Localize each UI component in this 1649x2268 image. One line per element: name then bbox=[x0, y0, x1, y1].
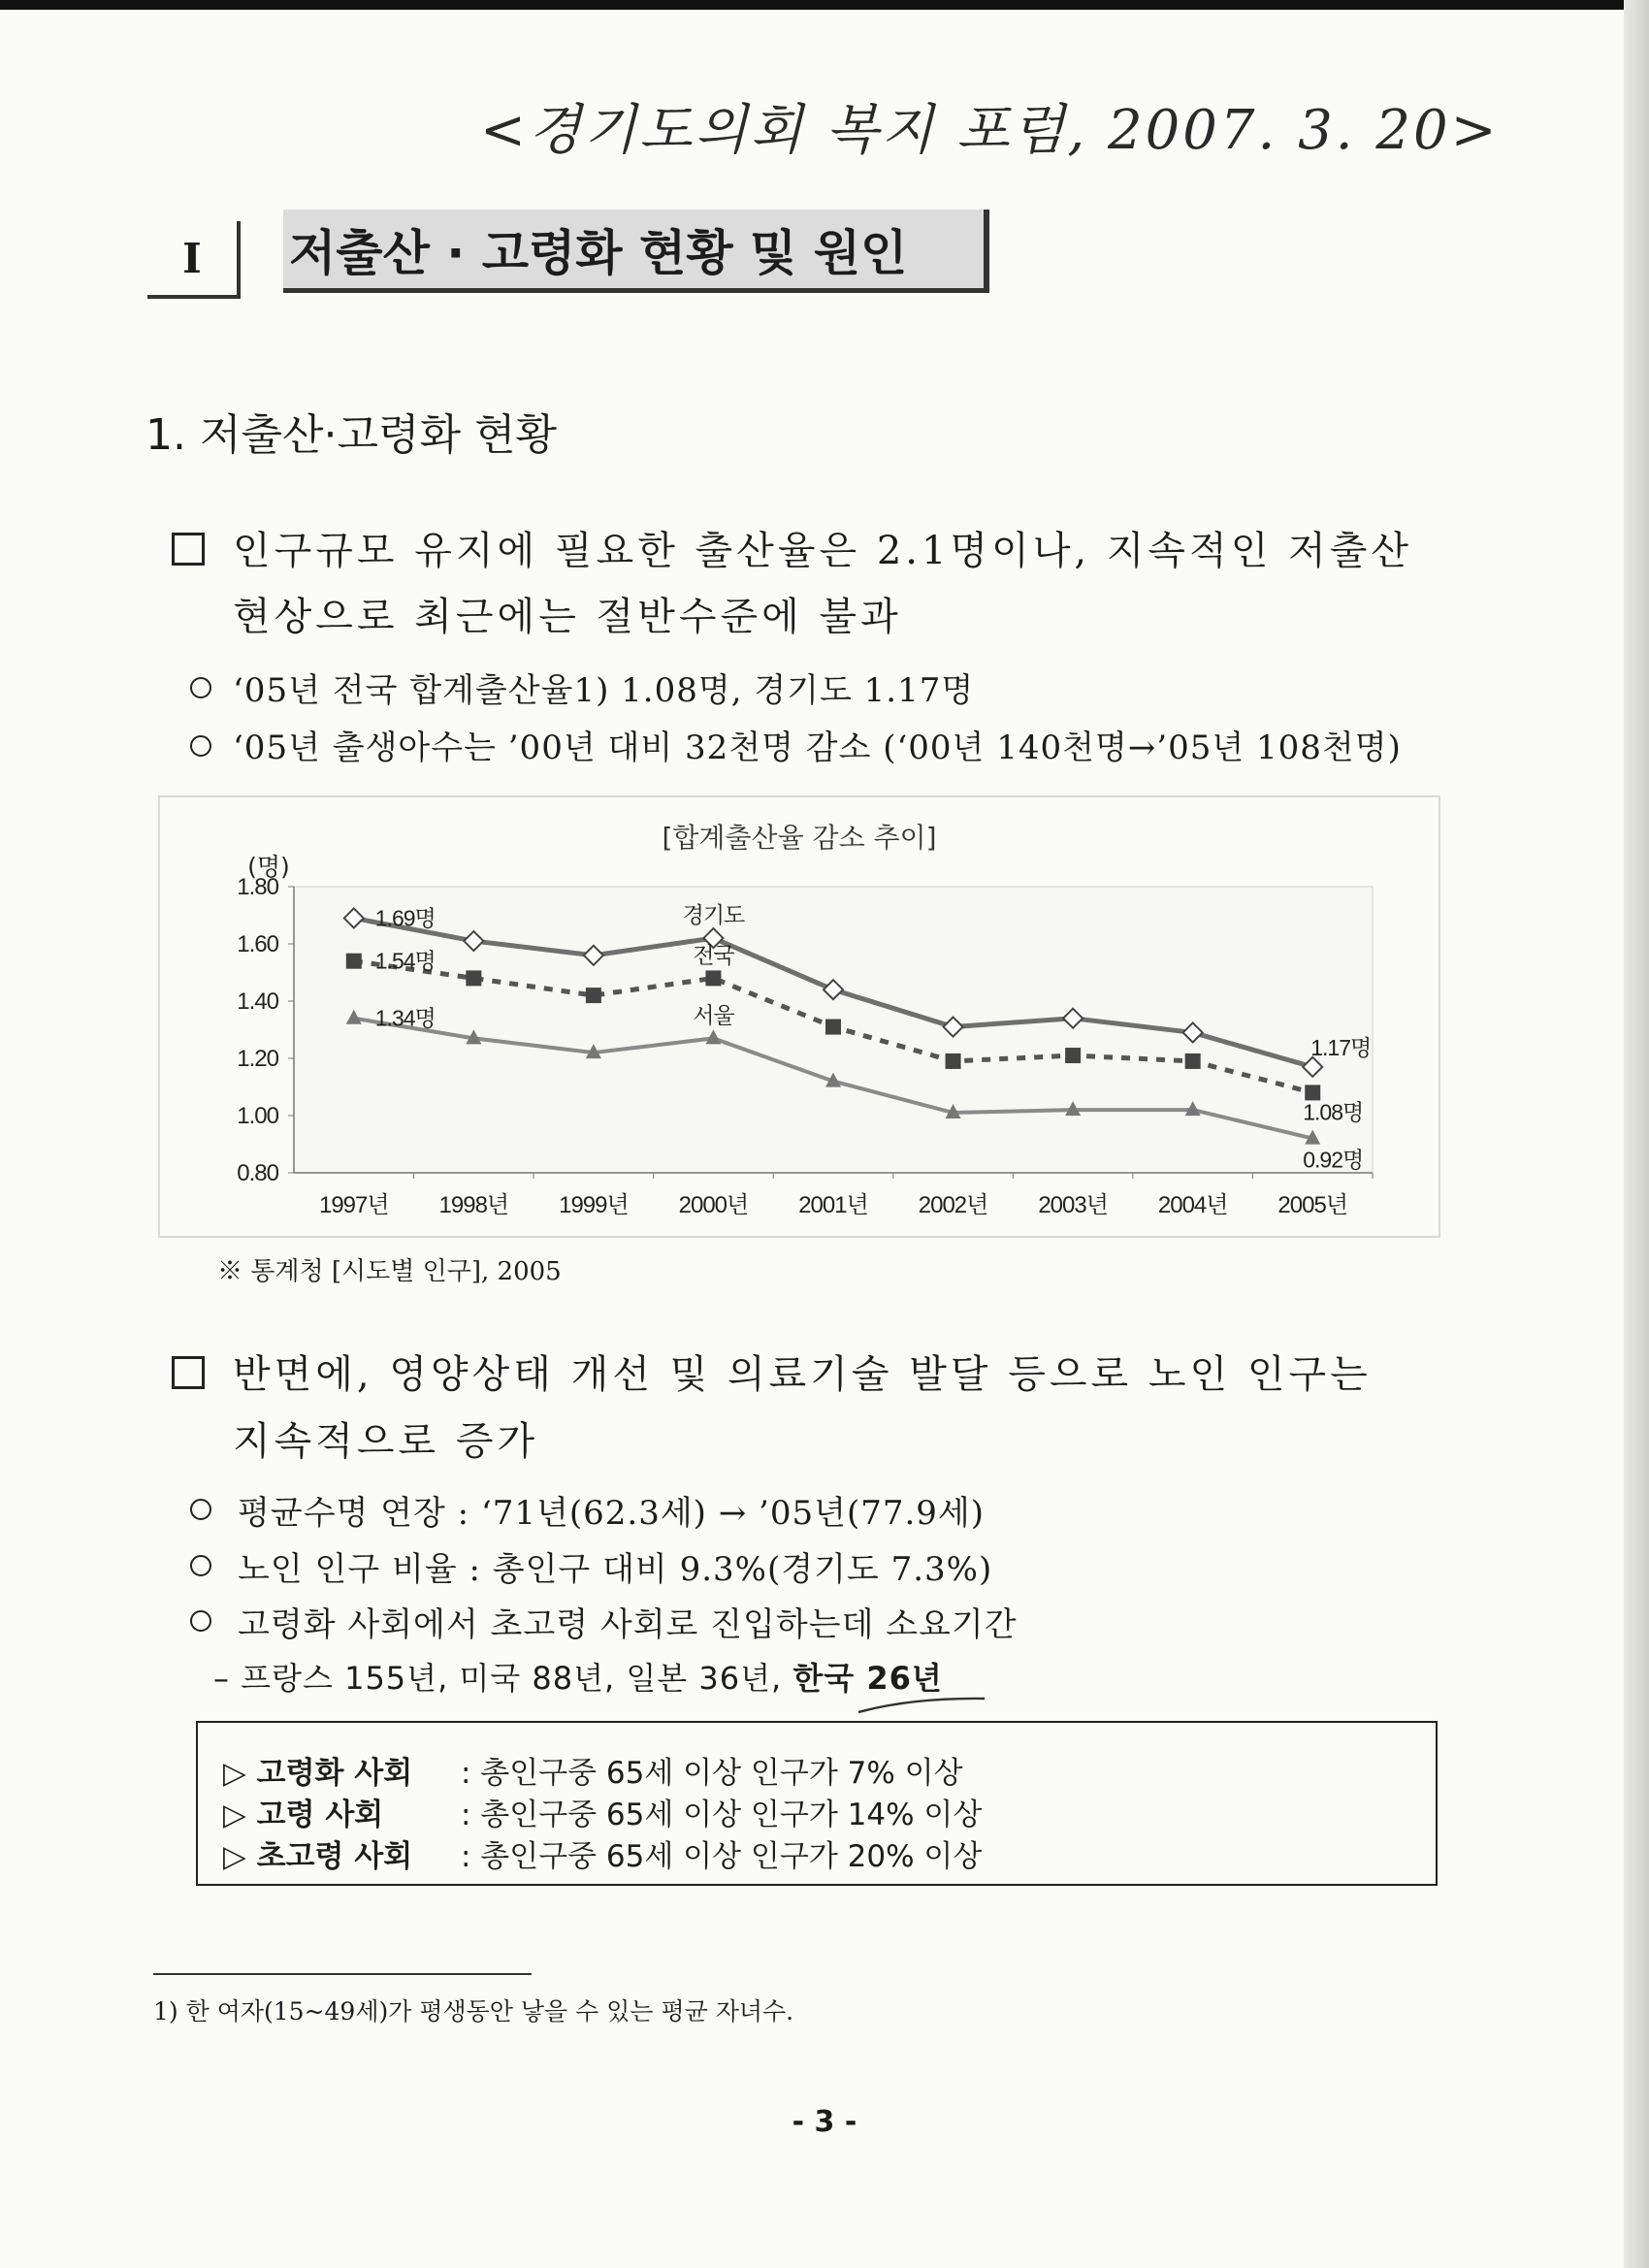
source-note: ※ 통계청 [시도별 인구], 2005 bbox=[217, 1257, 562, 1286]
block1-bullet-2: ‘05년 출생아수는 ’00년 대비 32천명 감소 (‘00년 140천명→’05년 108천명) bbox=[233, 729, 1402, 767]
data-point-square bbox=[825, 1020, 841, 1035]
definition-desc: : 총인구중 65세 이상 인구가 20% 이상 bbox=[461, 1839, 983, 1874]
data-point-square bbox=[586, 988, 601, 1003]
block2-bullet-3: 고령화 사회에서 초고령 사회로 진입하는데 소요기간 bbox=[238, 1605, 1018, 1644]
x-tick-label: 2005년 bbox=[1277, 1192, 1348, 1218]
annotation-national-start: 1.54명 bbox=[374, 948, 436, 974]
footnote: 1) 한 여자(15~49세)가 평생동안 낳을 수 있는 평균 자녀수. bbox=[153, 1997, 794, 2025]
x-tick-label: 2002년 bbox=[918, 1192, 988, 1218]
data-point-square bbox=[705, 970, 721, 986]
block2-bullet-1: 평균수명 연장 : ‘71년(62.3세) → ’05년(77.9세) bbox=[238, 1494, 986, 1533]
dash-line-prefix: – 프랑스 155년, 미국 88년, 일본 36년, bbox=[213, 1660, 793, 1697]
circle-bullet-icon bbox=[190, 735, 211, 757]
annotation-seoul-start: 1.34명 bbox=[374, 1005, 436, 1031]
block2-line1: 반면에, 영양상태 개선 및 의료기술 발달 등으로 노인 인구는 bbox=[233, 1352, 1372, 1397]
data-point-square bbox=[1185, 1053, 1201, 1069]
chart-title: [합계출산율 감소 추이] bbox=[662, 822, 937, 854]
x-tick-label: 1999년 bbox=[559, 1192, 629, 1218]
x-tick-label: 1998년 bbox=[438, 1192, 509, 1218]
footnote-divider bbox=[153, 1973, 532, 1975]
definition-desc: : 총인구중 65세 이상 인구가 7% 이상 bbox=[461, 1756, 963, 1791]
scan-right-edge bbox=[1624, 0, 1649, 2268]
annotation-gyeonggi-end: 1.17명 bbox=[1310, 1034, 1372, 1060]
handwritten-underline bbox=[854, 1693, 989, 1722]
y-axis-label: (명) bbox=[247, 853, 290, 881]
block1-line1: 인구규모 유지에 필요한 출산율은 2.1명이나, 지속적인 저출산 bbox=[233, 529, 1412, 573]
chapter-title-text: 저출산 · 고령화 현황 및 원인 bbox=[289, 224, 908, 281]
data-point-square bbox=[1305, 1085, 1320, 1100]
series-label-gyeonggi: 경기도 bbox=[682, 902, 745, 928]
data-point-square bbox=[346, 954, 362, 969]
data-point-square bbox=[1065, 1048, 1081, 1063]
definition-term: ▷ 고령화 사회 bbox=[223, 1756, 413, 1791]
dash-line-highlight: 한국 26년 bbox=[792, 1660, 943, 1697]
circle-bullet-icon bbox=[190, 1499, 211, 1520]
x-tick-label: 1997년 bbox=[318, 1192, 389, 1218]
block1-bullet-1: ‘05년 전국 합계출산율1) 1.08명, 경기도 1.17명 bbox=[233, 671, 975, 710]
y-tick-label: 0.80 bbox=[237, 1160, 278, 1186]
y-tick-label: 1.60 bbox=[237, 931, 278, 957]
annotation-seoul-end: 0.92명 bbox=[1303, 1147, 1364, 1173]
x-tick-label: 2001년 bbox=[798, 1192, 868, 1218]
definitions-box bbox=[196, 1721, 1438, 1886]
fertility-chart bbox=[158, 795, 1440, 1238]
circle-bullet-icon bbox=[190, 677, 211, 698]
definition-desc: : 총인구중 65세 이상 인구가 14% 이상 bbox=[461, 1798, 983, 1832]
x-tick-label: 2004년 bbox=[1157, 1192, 1228, 1218]
series-label-seoul: 서울 bbox=[693, 1002, 734, 1028]
y-tick-label: 1.80 bbox=[237, 874, 278, 900]
y-tick-label: 1.00 bbox=[237, 1103, 278, 1129]
block2-line2: 지속적으로 증가 bbox=[233, 1419, 539, 1464]
page-number: - 3 - bbox=[792, 2105, 857, 2139]
definition-row bbox=[223, 1748, 963, 1792]
definition-row bbox=[223, 1790, 982, 1833]
annotation-national-end: 1.08명 bbox=[1303, 1099, 1364, 1125]
x-tick-label: 2000년 bbox=[678, 1192, 749, 1218]
definition-row bbox=[223, 1831, 982, 1875]
definition-term: ▷ 고령 사회 bbox=[223, 1798, 384, 1832]
checkbox-bullet-icon bbox=[172, 533, 205, 566]
definition-term: ▷ 초고령 사회 bbox=[223, 1839, 413, 1874]
series-label-national: 전국 bbox=[693, 942, 734, 968]
y-tick-label: 1.20 bbox=[237, 1046, 278, 1072]
chapter-title bbox=[283, 210, 989, 293]
circle-bullet-icon bbox=[190, 1555, 211, 1576]
circle-bullet-icon bbox=[190, 1610, 211, 1632]
x-tick-label: 2003년 bbox=[1038, 1192, 1108, 1218]
annotation-gyeonggi-start: 1.69명 bbox=[374, 905, 436, 931]
block1-line2: 현상으로 최근에는 절반수준에 불과 bbox=[233, 595, 902, 639]
block2-dash-line bbox=[213, 1654, 943, 1699]
checkbox-bullet-icon bbox=[172, 1356, 205, 1389]
data-point-square bbox=[466, 970, 481, 986]
data-point-square bbox=[946, 1053, 961, 1069]
scan-top-edge bbox=[0, 0, 1649, 10]
block2-bullet-2: 노인 인구 비율 : 총인구 대비 9.3%(경기도 7.3%) bbox=[238, 1550, 993, 1589]
chart-plot bbox=[160, 797, 1439, 1236]
section-heading: 1. 저출산·고령화 현황 bbox=[146, 410, 557, 460]
handwritten-note: <경기도의회 복지 포럼, 2007. 3. 20> bbox=[480, 99, 1500, 162]
y-tick-label: 1.40 bbox=[237, 988, 278, 1015]
chapter-number: I bbox=[147, 221, 241, 299]
